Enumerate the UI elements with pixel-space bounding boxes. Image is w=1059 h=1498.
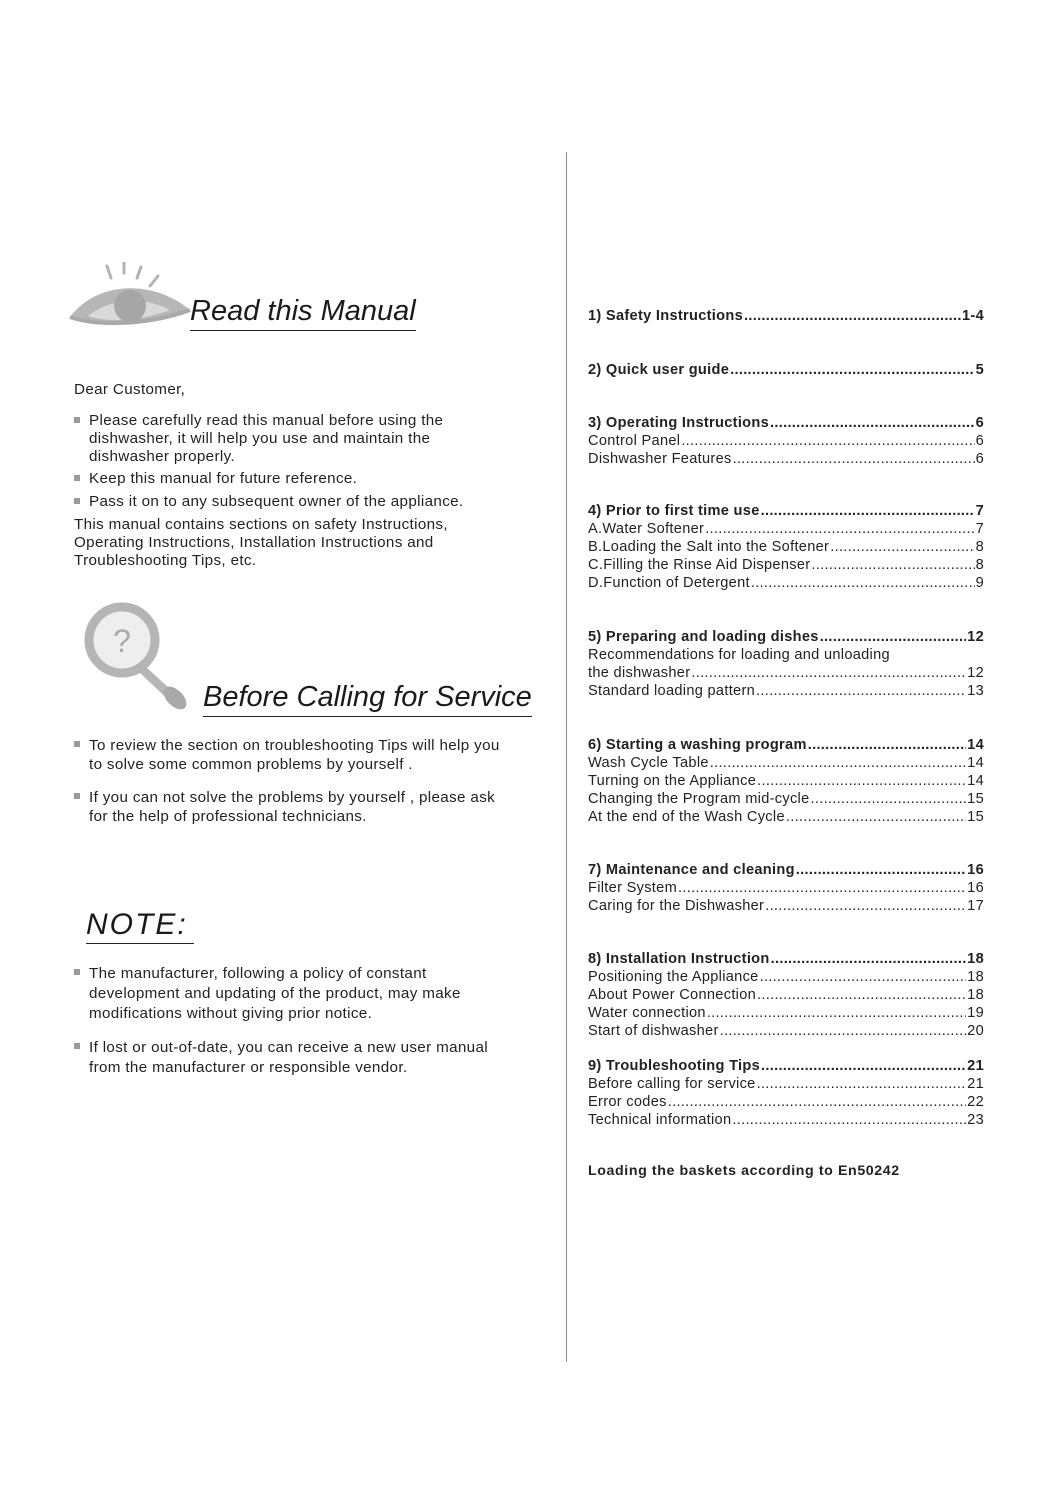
question-mark: ? — [113, 623, 131, 659]
toc-entry-dishwasher-features[interactable]: Dishwasher Features ..... 6 — [588, 450, 984, 468]
toc-entry-detergent[interactable]: D.Function of Detergent ..... 9 — [588, 574, 984, 592]
list-item: If you can not solve the problems by yourself , please ask for the help of professional technicians. — [74, 788, 514, 826]
toc-section — [588, 736, 984, 826]
toc-entry-positioning[interactable]: Positioning the Appliance ..... 18 — [588, 968, 984, 986]
toc-entry-before-calling[interactable]: Before calling for service ..... 21 — [588, 1075, 984, 1093]
toc-section — [588, 502, 984, 592]
table-of-contents — [588, 307, 984, 1129]
manual-contents-paragraph: This manual contains sections on safety Instructions, Operating Instructions, Installation Instructions and Troubleshooting Tips, etc. — [74, 516, 448, 569]
list-item: To review the section on troubleshooting Tips will help you to solve some common problems by yourself . — [74, 736, 514, 774]
toc-entry-water-softener[interactable]: A.Water Softener ..... 7 — [588, 520, 984, 538]
toc-entry-operating-instructions[interactable]: 3) Operating Instructions ..... 6 — [588, 414, 984, 432]
toc-section — [588, 361, 984, 379]
toc-entry-starting-program[interactable]: 6) Starting a washing program ..... 14 — [588, 736, 984, 754]
toc-entry-start-dishwasher[interactable]: Start of dishwasher ..... 20 — [588, 1022, 984, 1040]
greeting: Dear Customer, — [74, 381, 186, 398]
toc-section — [588, 414, 984, 468]
toc-entry-error-codes[interactable]: Error codes ..... 22 — [588, 1093, 984, 1111]
toc-entry-prior-to-first-use[interactable]: 4) Prior to first time use ..... 7 — [588, 502, 984, 520]
toc-entry-end-of-cycle[interactable]: At the end of the Wash Cycle ..... 15 — [588, 808, 984, 826]
toc-entry-water-connection[interactable]: Water connection ..... 19 — [588, 1004, 984, 1022]
toc-entry-safety-instructions[interactable]: 1) Safety Instructions ..... 1-4 — [588, 307, 984, 325]
toc-section — [588, 1057, 984, 1129]
bullet-icon — [74, 793, 80, 799]
toc-entry-installation[interactable]: 8) Installation Instruction ..... 18 — [588, 950, 984, 968]
magnifier-icon — [82, 600, 194, 712]
bullet-icon — [74, 475, 80, 481]
toc-entry-standard-loading[interactable]: Standard loading pattern ..... 13 — [588, 682, 984, 700]
toc-section — [588, 950, 984, 1040]
bullet-icon — [74, 498, 80, 504]
list-item: Please carefully read this manual before using the dishwasher, it will help you use and maintain the dishwasher properly. — [74, 412, 514, 466]
toc-section — [588, 307, 984, 325]
toc-entry-the-dishwasher[interactable]: the dishwasher ..... 12 — [588, 664, 984, 682]
eye-icon — [66, 262, 196, 338]
column-divider — [566, 152, 567, 1362]
toc-entry-maintenance[interactable]: 7) Maintenance and cleaning ..... 16 — [588, 861, 984, 879]
note-heading: NOTE: — [86, 908, 194, 944]
bullet-icon — [74, 969, 80, 975]
toc-entry-preparing-loading[interactable]: 5) Preparing and loading dishes ..... 12 — [588, 628, 984, 646]
toc-section — [588, 861, 984, 915]
toc-entry-recommendations[interactable]: Recommendations for loading and unloading — [588, 647, 890, 663]
loading-baskets-note: Loading the baskets according to En50242 — [588, 1163, 900, 1179]
toc-entry-caring[interactable]: Caring for the Dishwasher ..... 17 — [588, 897, 984, 915]
service-bullet-list — [74, 736, 514, 840]
toc-entry-quick-user-guide[interactable]: 2) Quick user guide ..... 5 — [588, 361, 984, 379]
toc-entry-power-connection[interactable]: About Power Connection ..... 18 — [588, 986, 984, 1004]
toc-entry-wash-cycle-table[interactable]: Wash Cycle Table ..... 14 — [588, 754, 984, 772]
list-item: Pass it on to any subsequent owner of the appliance. — [74, 493, 514, 511]
toc-entry-control-panel[interactable]: Control Panel ..... 6 — [588, 432, 984, 450]
toc-entry-turning-on[interactable]: Turning on the Appliance ..... 14 — [588, 772, 984, 790]
toc-entry-filter-system[interactable]: Filter System ..... 16 — [588, 879, 984, 897]
toc-entry-troubleshooting[interactable]: 9) Troubleshooting Tips ..... 21 — [588, 1057, 984, 1075]
bullet-icon — [74, 417, 80, 423]
list-item: The manufacturer, following a policy of constant development and updating of the product, may make modifications without giving prior notice. — [74, 964, 514, 1024]
list-item: Keep this manual for future reference. — [74, 470, 514, 488]
toc-entry-changing-program[interactable]: Changing the Program mid-cycle ..... 15 — [588, 790, 984, 808]
bullet-icon — [74, 1043, 80, 1049]
note-bullet-list — [74, 964, 514, 1092]
list-item: If lost or out-of-date, you can receive a new user manual from the manufacturer or responsible vendor. — [74, 1038, 514, 1078]
intro-bullet-list — [74, 412, 514, 516]
toc-entry-rinse-aid[interactable]: C.Filling the Rinse Aid Dispenser ..... 8 — [588, 556, 984, 574]
bullet-icon — [74, 741, 80, 747]
toc-entry-technical-info[interactable]: Technical information ..... 23 — [588, 1111, 984, 1129]
toc-section — [588, 628, 984, 700]
toc-entry-loading-salt[interactable]: B.Loading the Salt into the Softener ..... 8 — [588, 538, 984, 556]
before-calling-service-heading: Before Calling for Service — [203, 682, 532, 717]
read-manual-heading: Read this Manual — [190, 296, 416, 331]
